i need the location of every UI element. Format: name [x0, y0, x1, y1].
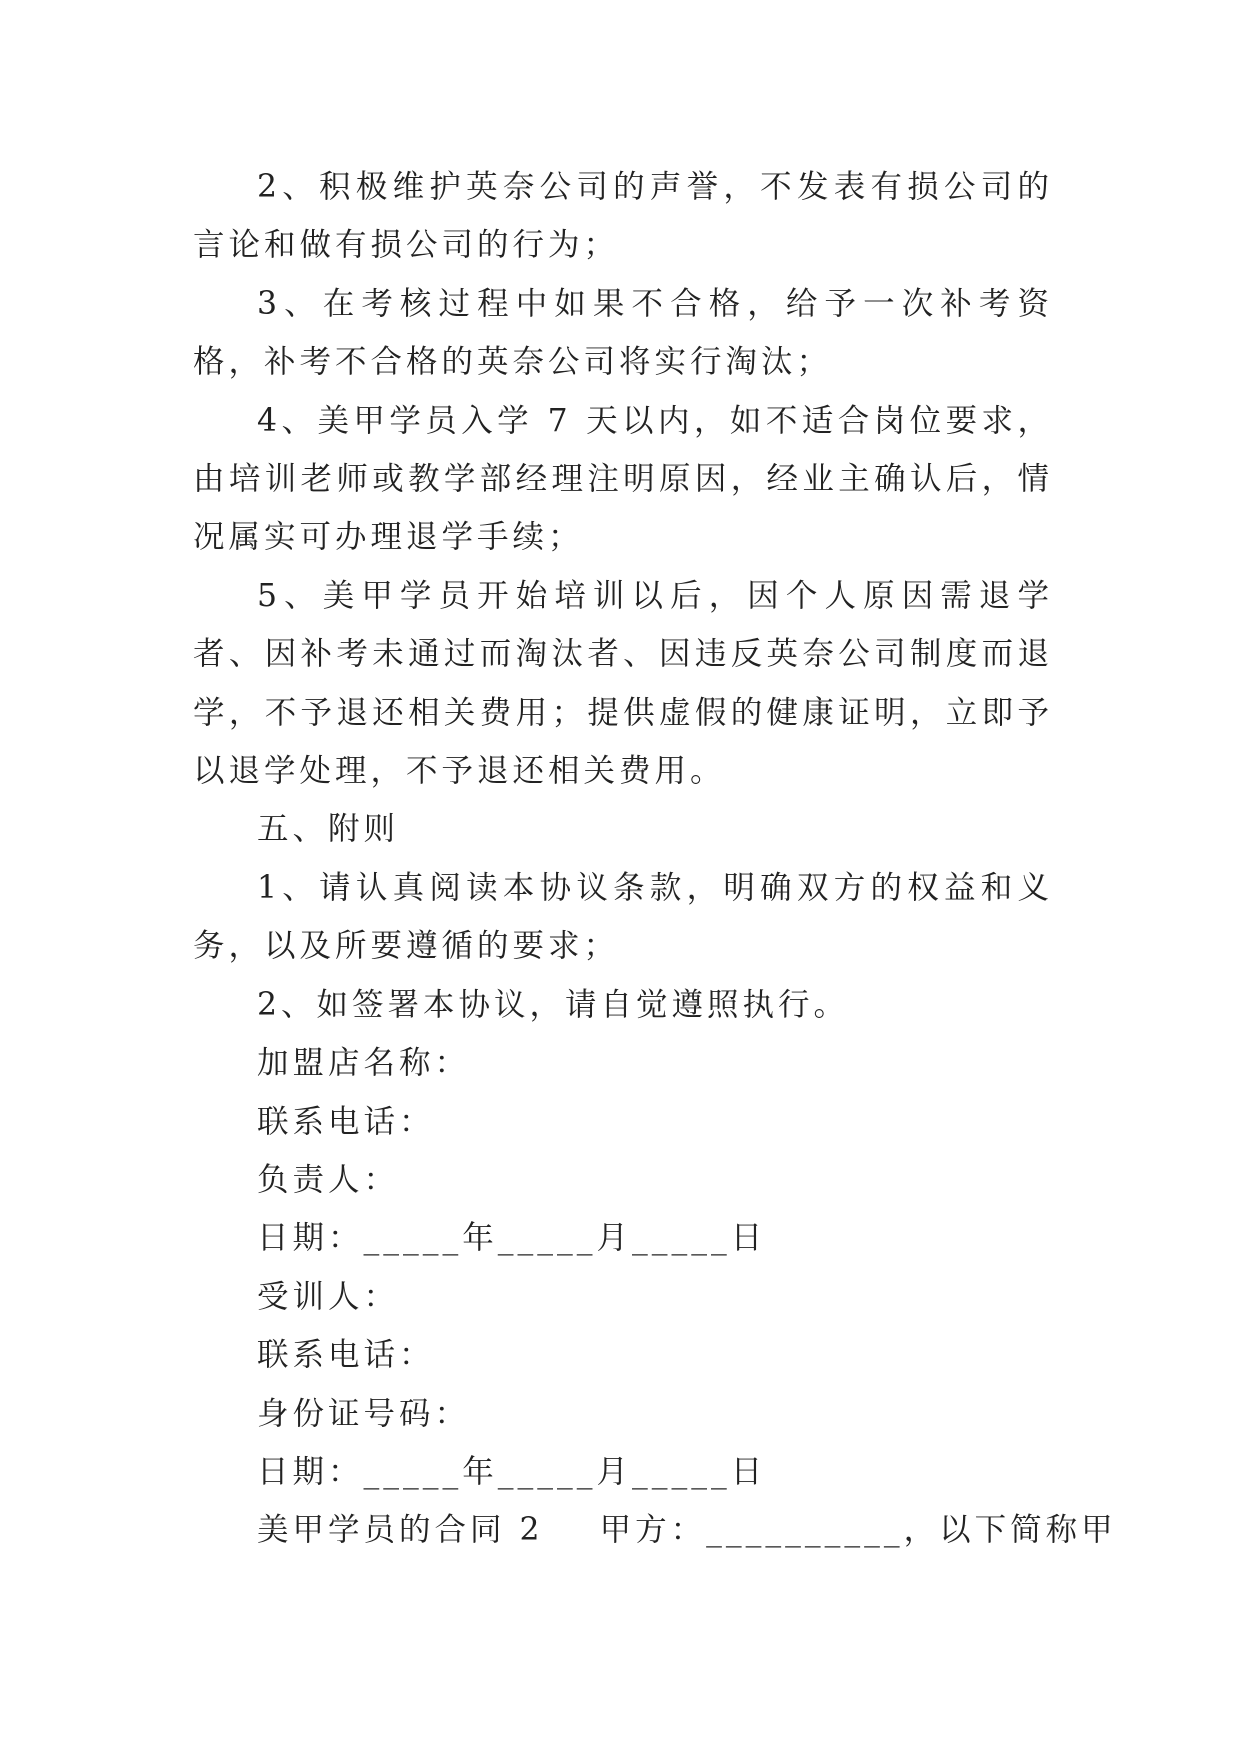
- id-number-label: 身份证号码：: [257, 1395, 471, 1432]
- section-heading-supplementary: 五、附则: [257, 811, 400, 848]
- clause-2-reputation: 2、积极维护英奈公司的声誉，不发表有损公司的言论和做有损公司的行为；: [193, 169, 1053, 264]
- store-date-line: 日期：_____年_____月_____日: [257, 1220, 767, 1257]
- trainee-phone-label: 联系电话：: [257, 1337, 435, 1374]
- clause-4-withdrawal: 4、美甲学员入学 7 天以内，如不适合岗位要求，由培训老师或教学部经理注明原因，经业主确认后，情况属实可办理退学手续；: [193, 402, 1053, 556]
- contract-2-start-line: 美甲学员的合同 2 甲方：__________，以下简称甲: [257, 1512, 1117, 1549]
- franchise-store-name-label: 加盟店名称：: [257, 1045, 471, 1082]
- responsible-person-label: 负责人：: [257, 1161, 400, 1198]
- trainee-label: 受训人：: [257, 1278, 400, 1315]
- supplementary-clause-2: 2、如签署本协议，请自觉遵照执行。: [257, 986, 850, 1023]
- supplementary-clause-1: 1、请认真阅读本协议条款，明确双方的权益和义务，以及所要遵循的要求；: [193, 869, 1053, 965]
- document-body: [193, 158, 1117, 1560]
- trainee-date-line: 日期：_____年_____月_____日: [257, 1453, 767, 1490]
- clause-3-exam: 3、在考核过程中如果不合格，给予一次补考资格，补考不合格的英奈公司将实行淘汰；: [193, 285, 1053, 381]
- clause-5-no-refund: 5、美甲学员开始培训以后，因个人原因需退学者、因补考未通过而淘汰者、因违反英奈公司制度而退学，不予退还相关费用；提供虚假的健康证明，立即予以退学处理，不予退还相关费用。: [193, 577, 1053, 790]
- store-phone-label: 联系电话：: [257, 1103, 435, 1140]
